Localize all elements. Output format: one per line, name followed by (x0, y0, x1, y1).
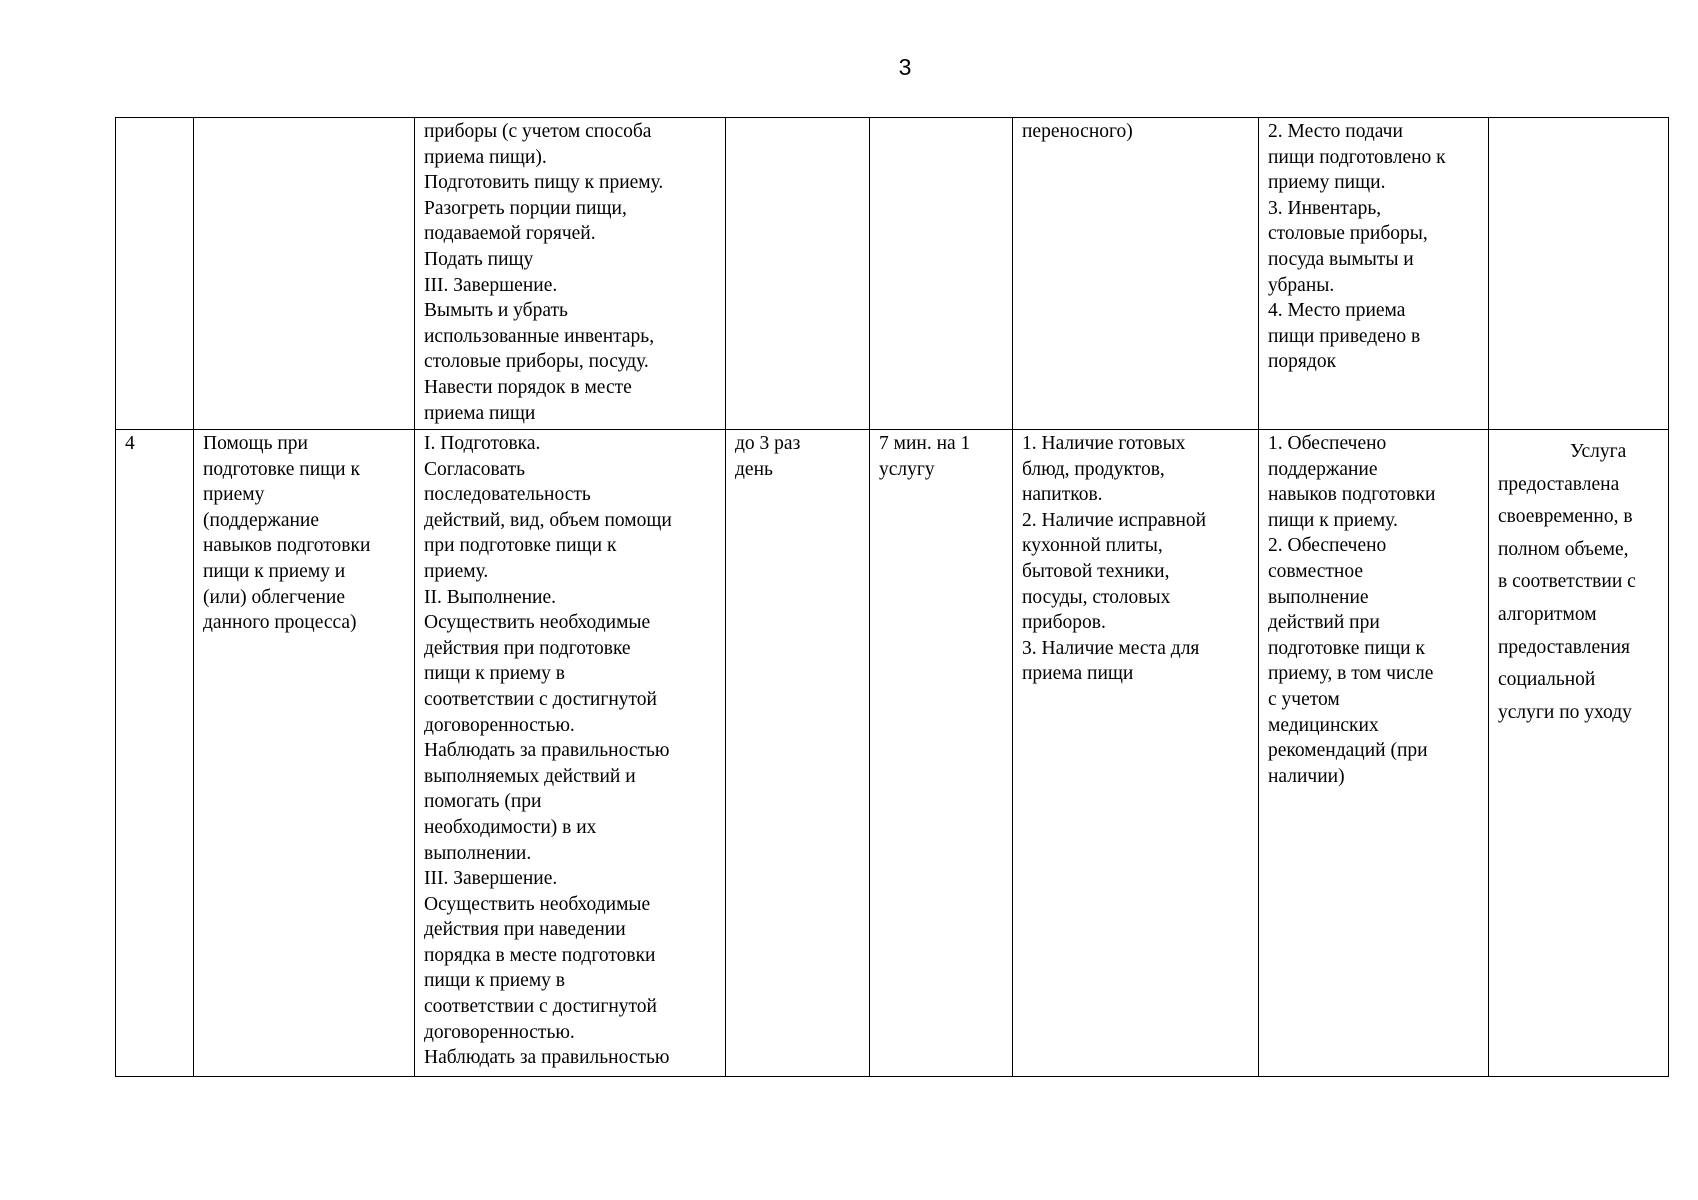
cell-text-line: кухонной плиты, (1022, 535, 1163, 557)
cell-text-line: до 3 раз (735, 433, 801, 454)
cell-text-line: Вымыть и убрать (424, 300, 568, 322)
table-row (116, 118, 1669, 430)
conditions-cell (1013, 118, 1259, 430)
cell-text-line: переносного) (1022, 121, 1133, 142)
cell-text-line: навыков подготовки (203, 535, 371, 557)
cell-text-line: выполнении. (424, 842, 532, 864)
cell-text-line: социальной (1498, 669, 1596, 691)
cell-text-line: убраны. (1268, 274, 1335, 296)
cell-text-line: бытовой техники, (1022, 560, 1170, 582)
cell-text-line: соответствии с достигнутой (424, 688, 657, 710)
cell-text-line: Согласовать (424, 458, 526, 480)
cell-text-line: приема пищи (1022, 663, 1134, 685)
cell-text-line: необходимости) в их (424, 816, 597, 838)
cell-text-line: (или) облегчение (203, 586, 346, 608)
cell-text-line: пищи к приему в (424, 663, 565, 685)
cell-text-line: столовые приборы, (1268, 223, 1428, 245)
cell-text-line: Подготовить пищу к приему. (424, 172, 664, 194)
table-row (116, 430, 1669, 1077)
cell-text-line: Наблюдать за правильностью (424, 740, 670, 762)
cell-text-line: 2. Обеспечено (1268, 535, 1387, 557)
cell-text-line: выполнение (1268, 586, 1369, 608)
page-number: 3 (898, 54, 912, 80)
cell-text-line: 1. Обеспечено (1268, 433, 1387, 454)
cell-text-line: использованные инвентарь, (424, 325, 655, 347)
services-table (115, 117, 1669, 1077)
cell-text-line: договоренностью. (424, 714, 575, 736)
service-name-cell (194, 430, 415, 1077)
cell-text-line: приема пищи). (424, 146, 547, 168)
cell-text-line: услугу (879, 458, 935, 480)
cell-text-line: помогать (при (424, 791, 542, 813)
cell-text-line: подготовке пищи к (1268, 637, 1425, 659)
cell-text-line: договоренностью. (424, 1021, 575, 1043)
service-steps-cell (415, 118, 726, 430)
duration-cell (870, 118, 1013, 430)
cell-text-line: II. Выполнение. (424, 586, 556, 608)
cell-text-line: в соответствии с (1498, 571, 1636, 593)
service-name-cell (194, 118, 415, 430)
cell-text-line: предоставления (1498, 636, 1630, 658)
cell-text-line: действий, вид, объем помощи (424, 509, 672, 531)
cell-text-line: услуги по уходу (1498, 701, 1632, 723)
cell-text-line: 1. Наличие готовых (1022, 433, 1186, 454)
cell-text-line: подготовке пищи к (203, 458, 360, 480)
row-number-cell: 4 (116, 430, 194, 1077)
cell-text-line: III. Завершение. (424, 868, 558, 890)
cell-text-line: порядка в месте подготовки (424, 944, 656, 966)
cell-text-line: своевременно, в (1498, 506, 1633, 528)
cell-text-line: с учетом (1268, 688, 1340, 710)
cell-text-line: действия при подготовке (424, 637, 631, 659)
cell-text-line: приема пищи (424, 402, 536, 424)
cell-text-line: пищи приведено в (1268, 325, 1421, 347)
cell-text-line: порядок (1268, 351, 1337, 373)
cell-text-line: подаваемой горячей. (424, 223, 596, 245)
cell-text-line: приему, в том числе (1268, 663, 1434, 685)
cell-text-line: пищи подготовлено к (1268, 146, 1446, 168)
cell-text-line: Услуга (1570, 441, 1627, 462)
cell-text-line: поддержание (1268, 458, 1378, 480)
cell-text-line: столовые приборы, посуду. (424, 351, 649, 373)
cell-text-line: алгоритмом (1498, 603, 1597, 625)
cell-text-line: предоставлена (1498, 473, 1620, 495)
conditions-cell (1013, 430, 1259, 1077)
cell-text-line: Помощь при (203, 433, 308, 454)
cell-text-line: приему. (424, 560, 489, 582)
row-number-cell (116, 118, 194, 430)
cell-text-line: действия при наведении (424, 919, 626, 941)
cell-text-line: Навести порядок в месте (424, 376, 632, 398)
cell-text-line: блюд, продуктов, (1022, 458, 1165, 480)
result-cell (1489, 430, 1669, 1077)
cell-text-line: приему пищи. (1268, 172, 1386, 194)
result-cell (1489, 118, 1669, 430)
cell-text-line: наличии) (1268, 765, 1345, 787)
cell-text-line: Осуществить необходимые (424, 893, 651, 915)
cell-text-line: последовательность (424, 484, 591, 506)
cell-text-line: Наблюдать за правильностью (424, 1047, 670, 1069)
quality-indicators-cell (1259, 430, 1489, 1077)
cell-text-line: 4. Место приема (1268, 300, 1406, 322)
duration-cell (870, 430, 1013, 1077)
cell-text-line: данного процесса) (203, 612, 357, 634)
cell-text-line: пищи к приему. (1268, 509, 1398, 531)
cell-text-line: действий при (1268, 612, 1380, 634)
cell-text-line: посуды, столовых (1022, 586, 1171, 608)
frequency-cell (726, 430, 870, 1077)
cell-text-line: Разогреть порции пищи, (424, 197, 627, 219)
cell-text-line: пищи к приему и (203, 560, 346, 582)
cell-text-line: медицинских (1268, 714, 1379, 736)
cell-text-line: Подать пищу (424, 248, 534, 270)
cell-text-line: напитков. (1022, 484, 1103, 506)
cell-text-line: I. Подготовка. (424, 433, 541, 454)
cell-text-line: приборов. (1022, 612, 1106, 634)
cell-text-line: выполняемых действий и (424, 765, 636, 787)
frequency-cell (726, 118, 870, 430)
cell-text-line: 2. Место подачи (1268, 121, 1403, 142)
cell-text-line: рекомендаций (при (1268, 740, 1428, 762)
cell-text-line: приему (203, 484, 265, 506)
cell-text-line: (поддержание (203, 509, 320, 531)
cell-text-line: посуда вымыты и (1268, 248, 1414, 270)
cell-text-line: 2. Наличие исправной (1022, 509, 1207, 531)
cell-text-line: пищи к приему в (424, 970, 565, 992)
service-steps-cell (415, 430, 726, 1077)
cell-text-line: совместное (1268, 560, 1364, 582)
cell-text-line: III. Завершение. (424, 274, 558, 296)
cell-text-line: соответствии с достигнутой (424, 996, 657, 1018)
cell-text-line: полном объеме, (1498, 538, 1629, 560)
cell-text-line: 7 мин. на 1 (879, 433, 971, 454)
cell-text-line: день (735, 458, 773, 480)
cell-text-line: приборы (с учетом способа (424, 121, 652, 142)
cell-text-line: Осуществить необходимые (424, 612, 651, 634)
cell-text-line: 3. Наличие места для (1022, 637, 1200, 659)
cell-text-line: навыков подготовки (1268, 484, 1436, 506)
cell-text-line: 3. Инвентарь, (1268, 197, 1382, 219)
cell-text-line: при подготовке пищи к (424, 535, 617, 557)
quality-indicators-cell (1259, 118, 1489, 430)
